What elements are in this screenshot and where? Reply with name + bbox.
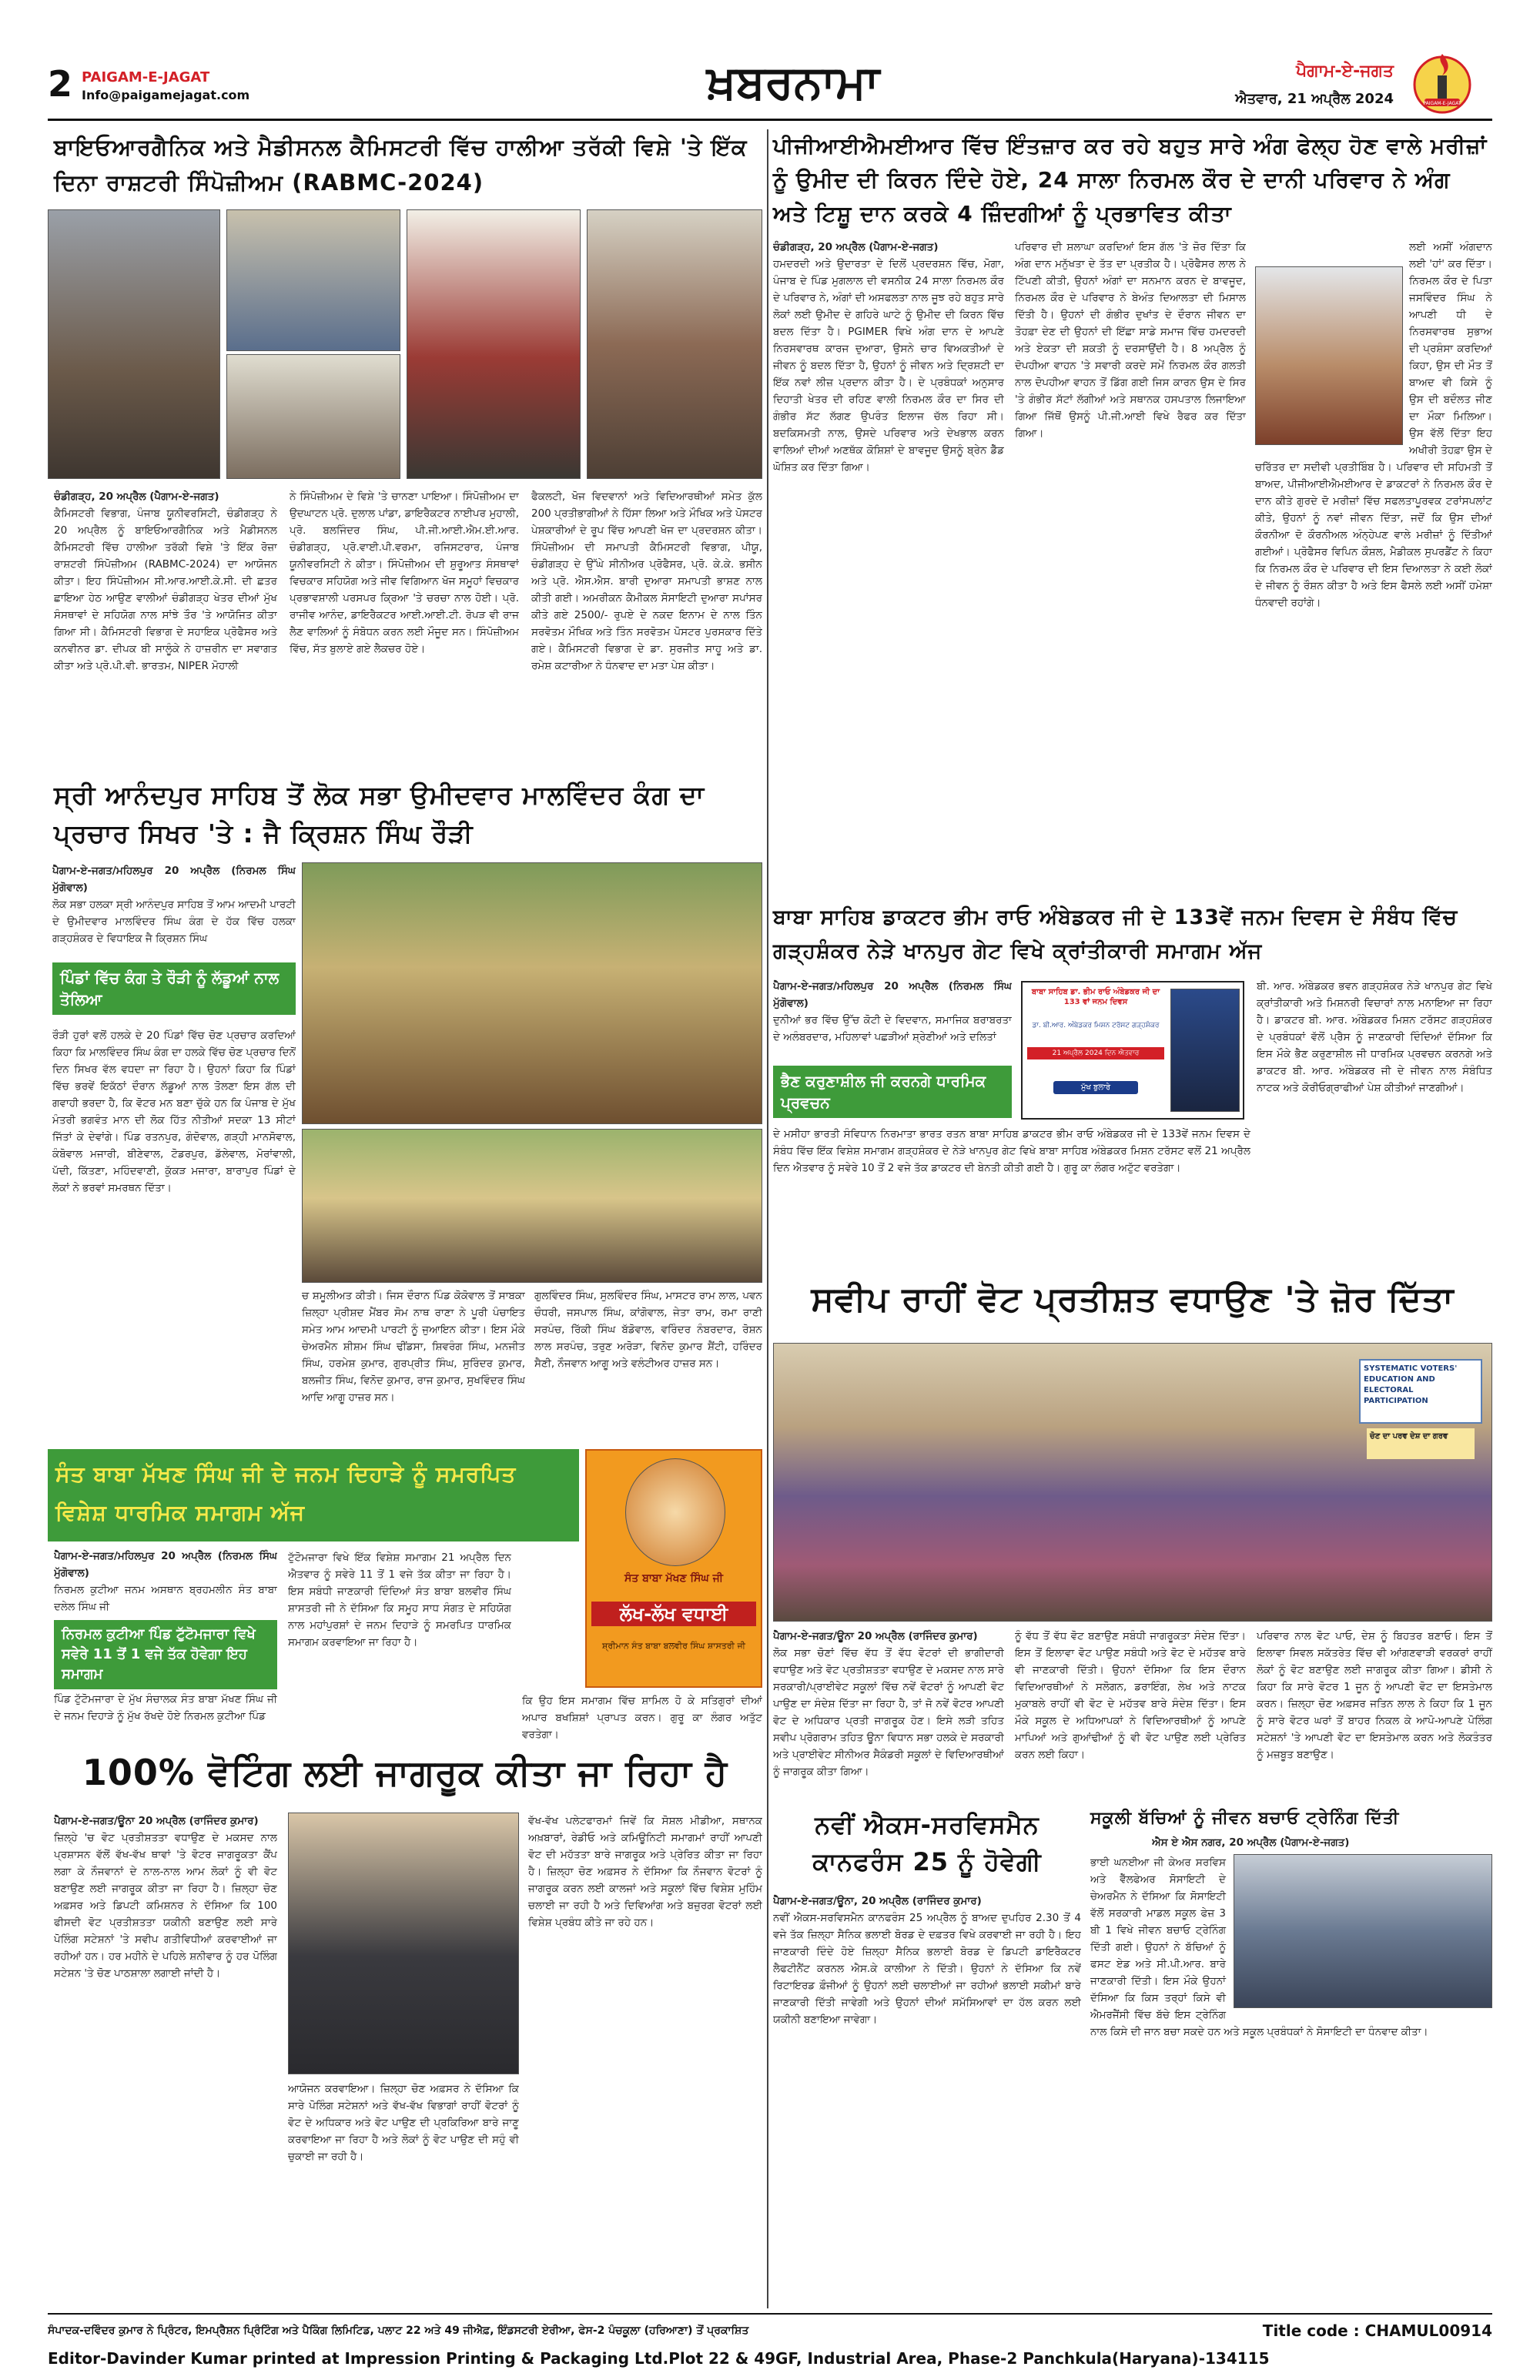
headline: ਸੰਤ ਬਾਬਾ ਮੱਖਣ ਸਿੰਘ ਜੀ ਦੇ ਜਨਮ ਦਿਹਾੜੇ ਨੂੰ ਸਮਰਪਿਤ ਵਿਸ਼ੇਸ਼ ਧਾਰਮਿਕ ਸਮਾਗਮ ਅੱਜ bbox=[55, 1461, 517, 1525]
headline: ਪੀਜੀਆਈਐਮਈਆਰ ਵਿੱਚ ਇੰਤਜ਼ਾਰ ਕਰ ਰਹੇ ਬਹੁਤ ਸਾਰੇ ਅੰਗ ਫੇਲ੍ਹ ਹੋਣ ਵਾਲੇ ਮਰੀਜ਼ਾਂ ਨੂੰ ਉਮੀਦ ਦੀ ਕਿਰਨ ਦਿੰਦੇ ਹੋਏ, 24 ਸਾਲਾ ਨਿਰਮਲ ਕੌਰ ਦੇ ਦਾਨੀ ਪਰਿਵਾਰ ਨੇ ਅੰਗ ਅਤੇ ਟਿਸ਼ੂ ਦਾਨ ਕਰਕੇ 4 ਜ਼ਿੰਦਗੀਆਂ ਨੂੰ ਪ੍ਰਭਾਵਿਤ ਕੀਤਾ bbox=[773, 133, 1488, 226]
story-body-col2: ਨੂੰ ਵੱਧ ਤੋਂ ਵੱਧ ਵੋਟ ਬਣਾਉਣ ਸਬੰਧੀ ਜਾਗਰੂਕਤਾ ਸੰਦੇਸ਼ ਦਿੱਤਾ। ਇਸ ਤੋਂ ਇਲਾਵਾ ਵੋਟ ਪਾਉਣ ਸਬੰਧੀ ਅਤੇ ਵੋਟ ਦੇ ਮਹੱਤਵ ਬਾਰੇ ਵੀ ਜਾਣਕਾਰੀ ਦਿੱਤੀ। ਉਹਨਾਂ ਦੱਸਿਆ ਕਿ ਇਸ ਦੌਰਾਨ ਵਿਦਿਆਰਥੀਆਂ ਨੇ ਸਲੋਗਨ, ਡਰਾਇੰਗ, ਲੇਖ ਅਤੇ ਨਾਟਕ ਮੁਕਾਬਲੇ ਰਾਹੀਂ ਵੀ ਵੋਟ ਦੇ ਮਹੱਤਵ ਬਾਰੇ ਸੰਦੇਸ਼ ਦਿੱਤਾ। ਇਸ ਮੌਕੇ ਸਕੂਲ ਦੇ ਅਧਿਆਪਕਾਂ ਨੇ ਵਿਦਿਆਰਥੀਆਂ ਨੂੰ ਆਪਣੇ ਮਾਪਿਆਂ ਅਤੇ ਗੁਆਂਢੀਆਂ ਨੂੰ ਵੀ ਵੋਟ ਪਾਉਣ ਲਈ ਪ੍ਰੇਰਿਤ ਕਰਨ ਲਈ ਕਿਹਾ। bbox=[1015, 1630, 1246, 1761]
email[interactable]: Info@paigamejagat.com bbox=[82, 88, 250, 102]
story-body-col3: ਗੁਲਵਿੰਦਰ ਸਿੰਘ, ਸੁਲਵਿੰਦਰ ਸਿੰਘ, ਮਾਸਟਰ ਰਾਮ ਲਾਲ, ਪਵਨ ਚੌਧਰੀ, ਜਸਪਾਲ ਸਿੰਘ, ਕਾਂਗੋਵਾਲ, ਜੇਤਾ ਰਾਮ, ਰਮਾ ਰਾਣੀ ਸਰਪੰਚ, ਰਿੱਕੀ ਸਿੰਘ ਬੱਡੋਵਾਲ, ਵਰਿੰਦਰ ਨੰਬਰਦਾਰ, ਰੋਸ਼ਨ ਲਾਲ ਸਰਪੰਚ, ਤਰੁਣ ਅਰੋੜਾ, ਵਿਨੋਦ ਕੁਮਾਰ ਸ਼ੈਂਟੀ, ਹਰਿੰਦਰ ਸੈਣੀ, ਨੌਜਵਾਨ ਆਗੂ ਅਤੇ ਵਲੰਟੀਅਰ ਹਾਜ਼ਰ ਸਨ। bbox=[534, 1290, 762, 1370]
story-lead: ਪੈਗਾਮ-ਏ-ਜਗਤ/ਮਹਿਲਪੁਰ 20 ਅਪ੍ਰੈਲ (ਨਿਰਮਲ ਸਿੰਘ ਮੁੱਗੋਵਾਲ) ਨਿਰਮਲ ਕੁਟੀਆ ਜਨਮ ਅਸਥਾਨ ਬ੍ਰਹਮਲੀਨ ਸੰਤ ਬਾਬਾ ਦਲੇਲ ਸਿੰਘ ਜੀ bbox=[54, 1550, 277, 1613]
story-lead: ਪੈਗਾਮ-ਏ-ਜਗਤ/ਮਹਿਲਪੁਰ 20 ਅਪ੍ਰੈਲ (ਨਿਰਮਲ ਸਿੰਘ ਮੁੱਗੋਵਾਲ) ਲੋਕ ਸਭਾ ਹਲਕਾ ਸ੍ਰੀ ਆਨੰਦਪੁਰ ਸਾਹਿਬ ਤੋਂ ਆਮ ਆਦਮੀ ਪਾਰਟੀ ਦੇ ਉਮੀਦਵਾਰ ਮਾਲਵਿੰਦਰ ਸਿੰਘ ਕੰਗ ਦੇ ਹੱਕ ਵਿੱਚ ਹਲਕਾ ਗੜ੍ਹਸ਼ੰਕਰ ਦੇ ਵਿਧਾਇਕ ਜੈ ਕ੍ਰਿਸ਼ਨ ਸਿੰਘ bbox=[52, 865, 296, 945]
story-body-col2: ਟੁੱਟੋਮਜਾਰਾ ਵਿਖੇ ਇੱਕ ਵਿਸ਼ੇਸ਼ ਸਮਾਗਮ 21 ਅਪ੍ਰੈਲ ਦਿਨ ਐਤਵਾਰ ਨੂੰ ਸਵੇਰੇ 11 ਤੋਂ 1 ਵਜੇ ਤੱਕ ਕੀਤਾ ਜਾ ਰਿਹਾ ਹੈ। ਇਸ ਸਬੰਧੀ ਜਾਣਕਾਰੀ ਦਿੰਦਿਆਂ ਸੰਤ ਬਾਬਾ ਬਲਵੀਰ ਸਿੰਘ ਸ਼ਾਸਤਰੀ ਜੀ ਨੇ ਦੱਸਿਆ ਕਿ ਸਮੂਹ ਸਾਧ ਸੰਗਤ ਦੇ ਸਹਿਯੋਗ ਨਾਲ ਮਹਾਂਪੁਰਸ਼ਾਂ ਦੇ ਜਨਮ ਦਿਹਾੜੇ ਨੂੰ ਸਮਰਪਿਤ ਧਾਰਮਿਕ ਸਮਾਗਮ ਕਰਵਾਇਆ ਜਾ ਰਿਹਾ ਹੈ। bbox=[288, 1552, 511, 1649]
story-body: ਭਾਈ ਘਨਈਆ ਜੀ ਕੇਅਰ ਸਰਵਿਸ ਅਤੇ ਵੈੱਲਫੇਅਰ ਸੋਸਾਇਟੀ ਦੇ ਚੇਅਰਮੈਨ ਨੇ ਦੱਸਿਆ ਕਿ ਸੋਸਾਇਟੀ ਵੱਲੋਂ ਸਰਕਾਰੀ ਮਾਡਲ ਸਕੂਲ ਫੇਜ਼ 3 ਬੀ 1 ਵਿਖੇ ਜੀਵਨ ਬਚਾਓ ਟ੍ਰੇਨਿੰਗ ਦਿੱਤੀ ਗਈ। ਉਹਨਾਂ ਨੇ ਬੱਚਿਆਂ ਨੂੰ ਫਸਟ ਏਡ ਅਤੇ ਸੀ.ਪੀ.ਆਰ. ਬਾਰੇ ਜਾਣਕਾਰੀ ਦਿੱਤੀ। ਇਸ ਮੌਕੇ ਉਹਨਾਂ ਦੱਸਿਆ ਕਿ ਕਿਸ ਤਰ੍ਹਾਂ ਕਿਸੇ ਵੀ ਐਮਰਜੈਂਸੀ ਵਿੱਚ ਬੱਚੇ ਇਸ ਟ੍ਰੇਨਿੰਗ ਨਾਲ ਕਿਸੇ ਦੀ ਜਾਨ ਬਚਾ ਸਕਦੇ ਹਨ ਅਤੇ ਸਕੂਲ ਪ੍ਰਬੰਧਕਾਂ ਨੇ ਸੋਸਾਇਟੀ ਦਾ ਧੰਨਵਾਦ ਕੀਤਾ। bbox=[1090, 1854, 1492, 2308]
headline: ਸ੍ਰੀ ਆਨੰਦਪੁਰ ਸਾਹਿਬ ਤੋਂ ਲੋਕ ਸਭਾ ਉਮੀਦਵਾਰ ਮਾਲਵਿੰਦਰ ਕੰਗ ਦਾ ਪ੍ਰਚਾਰ ਸਿਖਰ 'ਤੇ : ਜੈ ਕ੍ਰਿਸ਼ਨ ਸਿੰਘ ਰੌੜੀ bbox=[54, 780, 705, 849]
photo-students bbox=[773, 1343, 1492, 1622]
poster-badge: ਮੁੱਖ ਬੁਲਾਰੇ bbox=[1053, 1081, 1138, 1094]
story-ambedkar bbox=[773, 901, 1492, 1270]
imprint-punjabi: ਸੰਪਾਦਕ-ਦਵਿੰਦਰ ਕੁਮਾਰ ਨੇ ਪ੍ਰਿੰਟਰ, ਇਮਪ੍ਰੈਸ਼ਨ ਪ੍ਰਿੰਟਿੰਗ ਅਤੇ ਪੈਕਿੰਗ ਲਿਮਿਟਿਡ, ਪਲਾਟ 22 ਅਤੇ 49 ਜੀਐਫ਼, ਇੰਡਸਟਰੀ ਏਰੀਆ, ਫੇਸ-2 ਪੰਚਕੂਲਾ (ਹਰਿਆਣਾ) ਤੋਂ ਪ੍ਰਕਾਸ਼ਿਤ bbox=[48, 2325, 749, 2337]
headline: 100% ਵੋਟਿੰਗ ਲਈ ਜਾਗਰੂਕ ਕੀਤਾ ਜਾ ਰਿਹਾ ਹੈ bbox=[82, 1752, 728, 1793]
story-body-col1: ਚੰਡੀਗੜ੍ਹ, 20 ਅਪ੍ਰੈਲ (ਪੈਗਾਮ-ਏ-ਜਗਤ) ਕੈਮਿਸਟਰੀ ਵਿਭਾਗ, ਪੰਜਾਬ ਯੂਨੀਵਰਸਿਟੀ, ਚੰਡੀਗੜ੍ਹ ਨੇ 20 ਅਪ੍ਰੈਲ ਨੂੰ ਬਾਇਓਆਰਗੈਨਿਕ ਅਤੇ ਮੈਡੀਸਨਲ ਕੈਮਿਸਟਰੀ ਵਿੱਚ ਹਾਲੀਆ ਤਰੱਕੀ ਵਿਸ਼ੇ 'ਤੇ ਇੱਕ ਰੋਜ਼ਾ ਰਾਸ਼ਟਰੀ ਸਿੰਪੋਜ਼ੀਅਮ (RABMC-2024) ਦਾ ਆਯੋਜਨ ਕੀਤਾ। ਇਹ ਸਿੰਪੋਜ਼ੀਅਮ ਸੀ.ਆਰ.ਆਈ.ਕੇ.ਸੀ. ਦੀ ਛਤਰ ਛਾਇਆ ਹੇਠ ਆਉਣ ਵਾਲੀਆਂ ਚੰਡੀਗੜ੍ਹ ਖੇਤਰ ਦੀਆਂ ਮੁੱਖ ਸੰਸਥਾਵਾਂ ਦੇ ਸਹਿਯੋਗ ਨਾਲ ਸਾਂਝੇ ਤੌਰ 'ਤੇ ਆਯੋਜਿਤ ਕੀਤਾ ਗਿਆ ਸੀ। ਕੈਮਿਸਟਰੀ ਵਿਭਾਗ ਦੇ ਸਹਾਇਕ ਪ੍ਰੋਫੈਸਰ ਅਤੇ ਕਨਵੀਨਰ ਡਾ. ਦੀਪਕ ਬੀ ਸਾਲੂੰਕੇ ਨੇ ਹਾਜ਼ਰੀਨ ਦਾ ਸਵਾਗਤ ਕੀਤਾ ਅਤੇ ਪ੍ਰੋ.ਪੀ.ਵੀ. ਭਾਰਤਮ, NIPER ਮੋਹਾਲੀ bbox=[54, 490, 277, 672]
photo-dignitaries bbox=[407, 209, 581, 479]
story-sveep bbox=[773, 1277, 1492, 1800]
portrait-spacer bbox=[1255, 239, 1409, 451]
subheading: ਨਿਰਮਲ ਕੁਟੀਆ ਪਿੰਡ ਟੁੱਟੋਮਜਾਰਾ ਵਿਖੇ ਸਵੇਰੇ 11 ਤੋਂ 1 ਵਜੇ ਤੱਕ ਹੋਵੇਗਾ ਇਹ ਸਮਾਗਮ bbox=[54, 1620, 277, 1689]
story-lead: ਪੈਗਾਮ-ਏ-ਜਗਤ/ਮਹਿਲਪੁਰ 20 ਅਪ੍ਰੈਲ (ਨਿਰਮਲ ਸਿੰਘ ਮੁੱਗੋਵਾਲ) ਦੁਨੀਆਂ ਭਰ ਵਿੱਚ ਉੱਚ ਕੋਟੀ ਦੇ ਵਿਦਵਾਨ, ਸਮਾਜਿਕ ਬਰਾਬਰਤਾ ਦੇ ਅਲੰਬਰਦਾਰ, ਮਹਿਲਾਵਾਂ ਪਛੜੀਆਂ ਸ਼੍ਰੇਣੀਆਂ ਅਤੇ ਦਲਿਤਾਂ bbox=[773, 980, 1012, 1043]
photo-rally-bottom bbox=[302, 1129, 762, 1283]
brand-name: PAIGAM-E-JAGAT bbox=[82, 69, 210, 85]
story-body-col1: ਪੈਗਾਮ-ਏ-ਜਗਤ/ਊਨਾ 20 ਅਪ੍ਰੈਲ (ਰਾਜਿੰਦਰ ਕੁਮਾਰ) ਜ਼ਿਲ੍ਹੇ 'ਚ ਵੋਟ ਪ੍ਰਤੀਸ਼ਤਤਾ ਵਧਾਉਣ ਦੇ ਮਕਸਦ ਨਾਲ ਪ੍ਰਸ਼ਾਸਨ ਵੱਲੋਂ ਵੱਖ-ਵੱਖ ਥਾਵਾਂ 'ਤੇ ਵੋਟਰ ਜਾਗਰੂਕਤਾ ਕੈਂਪ ਲਗਾ ਕੇ ਨੌਜਵਾਨਾਂ ਦੇ ਨਾਲ-ਨਾਲ ਆਮ ਲੋਕਾਂ ਨੂੰ ਵੀ ਵੋਟ ਬਣਾਉਣ ਲਈ ਜਾਗਰੂਕ ਕੀਤਾ ਜਾ ਰਿਹਾ ਹੈ। ਜ਼ਿਲ੍ਹਾ ਚੋਣ ਅਫ਼ਸਰ ਅਤੇ ਡਿਪਟੀ ਕਮਿਸ਼ਨਰ ਨੇ ਦੱਸਿਆ ਕਿ 100 ਫੀਸਦੀ ਵੋਟ ਪ੍ਰਤੀਸ਼ਤਤਾ ਯਕੀਨੀ ਬਣਾਉਣ ਲਈ ਸਾਰੇ ਪੋਲਿੰਗ ਸਟੇਸ਼ਨਾਂ 'ਤੇ ਸਵੀਪ ਗਤੀਵਿਧੀਆਂ ਕਰਵਾਈਆਂ ਜਾ ਰਹੀਆਂ ਹਨ। ਹਰ ਮਹੀਨੇ ਦੇ ਪਹਿਲੇ ਸ਼ਨੀਵਾਰ ਨੂੰ ਹਰ ਪੋਲਿੰਗ ਸਟੇਸ਼ਨ 'ਤੇ ਚੋਣ ਪਾਠਸ਼ਾਲਾ ਲਗਾਈ ਜਾਂਦੀ ਹੈ। bbox=[54, 1815, 277, 1980]
ad-from: ਸ਼੍ਰੀਮਾਨ ਸੰਤ ਬਾਬਾ ਬਲਵੀਰ ਸਿੰਘ ਸ਼ਾਸਤਰੀ ਜੀ bbox=[602, 1641, 745, 1651]
footer-rule bbox=[48, 2313, 1492, 2315]
headline: ਸਕੂਲੀ ਬੱਚਿਆਂ ਨੂੰ ਜੀਵਨ ਬਚਾਓ ਟ੍ਰੇਨਿੰਗ ਦਿੱਤੀ bbox=[1090, 1809, 1400, 1828]
poster-date: 21 ਅਪ੍ਰੈਲ 2024 ਦਿਨ ਐਤਵਾਰ bbox=[1027, 1047, 1164, 1059]
imprint-english: Editor-Davinder Kumar printed at Impression Printing & Packaging Ltd.Plot 22 & 49GF, Industrial Area, Phase-2 Panchkula(Haryana)-134115 bbox=[48, 2349, 1270, 2368]
poster-title: ਬਾਬਾ ਸਾਹਿਬ ਡਾ. ਭੀਮ ਰਾਓ ਅੰਬੇਡਕਰ ਜੀ ਦਾ 133 ਵਾਂ ਜਨਮ ਦਿਵਸ bbox=[1031, 988, 1160, 1006]
story-body-col3: ਪਰਿਵਾਰ ਨਾਲ ਵੋਟ ਪਾਓ, ਦੇਸ਼ ਨੂੰ ਬਿਹਤਰ ਬਣਾਓ। ਇਸ ਤੋਂ ਇਲਾਵਾ ਸਿਵਲ ਸਕੱਤਰੇਤ ਵਿੱਚ ਵੀ ਆਂਗਣਵਾੜੀ ਵਰਕਰਾਂ ਰਾਹੀਂ ਲੋਕਾਂ ਨੂੰ ਵੋਟ ਬਣਾਉਣ ਲਈ ਜਾਗਰੂਕ ਕੀਤਾ ਗਿਆ। ਡੀਸੀ ਨੇ ਕਿਹਾ ਕਿ ਸਾਰੇ ਵੋਟਰ 1 ਜੂਨ ਨੂੰ ਆਪਣੀ ਵੋਟ ਦਾ ਇਸਤੇਮਾਲ ਕਰਨ। ਜ਼ਿਲ੍ਹਾ ਚੋਣ ਅਫ਼ਸਰ ਜਤਿਨ ਲਾਲ ਨੇ ਕਿਹਾ ਕਿ 1 ਜੂਨ ਨੂੰ ਸਾਰੇ ਵੋਟਰ ਘਰਾਂ ਤੋਂ ਬਾਹਰ ਨਿਕਲ ਕੇ ਆਪੋ-ਆਪਣੇ ਪੋਲਿੰਗ ਸਟੇਸ਼ਨਾਂ 'ਤੇ ਆਪਣੀ ਵੋਟ ਦਾ ਇਸਤੇਮਾਲ ਕਰਨ ਅਤੇ ਲੋਕਤੰਤਰ ਨੂੰ ਮਜ਼ਬੂਤ ਬਣਾਉਣ। bbox=[1257, 1630, 1492, 1761]
photo-rally-top bbox=[302, 862, 762, 1124]
story-organ-donation bbox=[773, 129, 1492, 899]
column-divider bbox=[767, 129, 768, 2308]
poster-subtitle: ਡਾ. ਬੀ.ਆਰ. ਅੰਬੇਡਕਰ ਮਿਸ਼ਨ ਟਰੱਸਟ ਗੜ੍ਹਸ਼ੰਕਰ bbox=[1032, 1022, 1160, 1029]
story-life-saving bbox=[1090, 1806, 1492, 2308]
brand-punjabi: ਪੈਗਾਮ-ਏ-ਜਗਤ bbox=[1296, 62, 1394, 81]
title-code: Title code : CHAMUL00914 bbox=[1262, 2321, 1492, 2340]
photo-participants bbox=[587, 209, 762, 479]
story-body-col2: ਚ ਸ਼ਮੂਲੀਅਤ ਕੀਤੀ। ਜਿਸ ਦੌਰਾਨ ਪਿੰਡ ਕੋਕੋਵਾਲ ਤੋਂ ਸਾਬਕਾ ਜ਼ਿਲ੍ਹਾ ਪ੍ਰੀਸ਼ਦ ਮੈਂਬਰ ਸੋਮ ਨਾਥ ਰਾਣਾ ਨੇ ਪੂਰੀ ਪੰਚਾਇਤ ਸਮੇਤ ਆਮ ਆਦਮੀ ਪਾਰਟੀ ਨੂੰ ਜੁਆਇਨ ਕੀਤਾ। ਇਸ ਮੌਕੇ ਚੇਅਰਮੈਨ ਸ਼ੀਸ਼ਮ ਸਿੰਘ ਢੀਂਡਸਾ, ਸ਼ਿਵਰੰਗ ਸਿੰਘ, ਮਨਜੀਤ ਸਿੰਘ, ਹਰਮੇਸ਼ ਕੁਮਾਰ, ਗੁਰਪ੍ਰੀਤ ਸਿੰਘ, ਸੁਰਿੰਦਰ ਕੁਮਾਰ, ਬਲਜੀਤ ਸਿੰਘ, ਵਿਨੋਦ ਕੁਮਾਰ, ਰਾਜ ਕੁਮਾਰ, ਸੁਖਵਿੰਦਰ ਸਿੰਘ ਆਦਿ ਆਗੂ ਹਾਜ਼ਰ ਸਨ। bbox=[302, 1290, 525, 1404]
headline: ਸਵੀਪ ਰਾਹੀਂ ਵੋਟ ਪ੍ਰਤੀਸ਼ਤ ਵਧਾਉਣ 'ਤੇ ਜ਼ੋਰ ਦਿੱਤਾ bbox=[811, 1280, 1455, 1319]
ad-greeting: ਲੱਖ-ਲੱਖ ਵਧਾਈ bbox=[591, 1602, 756, 1626]
photo-banner: SYSTEMATIC VOTERS' EDUCATION AND ELECTORAL PARTICIPATION bbox=[1359, 1359, 1482, 1424]
poster-portrait bbox=[1170, 989, 1240, 1112]
masthead bbox=[0, 0, 1540, 123]
masthead-rule bbox=[48, 119, 1492, 121]
story-ex-servicemen bbox=[773, 1806, 1081, 2308]
photo-spacer bbox=[1226, 1854, 1492, 2013]
story-body-col1: ਰੌੜੀ ਹੁਰਾਂ ਵਲੋਂ ਹਲਕੇ ਦੇ 20 ਪਿੰਡਾਂ ਵਿੱਚ ਚੋਣ ਪ੍ਰਚਾਰ ਕਰਦਿਆਂ ਕਿਹਾ ਕਿ ਮਾਲਵਿੰਦਰ ਸਿੰਘ ਕੰਗ ਦਾ ਹਲਕੇ ਵਿੱਚ ਚੋਣ ਪ੍ਰਚਾਰ ਦਿਨੋਂ ਦਿਨ ਸਿਖਰ ਵੱਲ ਵਧਦਾ ਜਾ ਰਿਹਾ ਹੈ। ਉਹਨਾਂ ਕਿਹਾ ਕਿ ਪਿੰਡਾਂ ਵਿੱਚ ਭਰਵੇਂ ਇਕੱਠਾਂ ਦੌਰਾਨ ਲੱਡੂਆਂ ਨਾਲ ਤੋਲਣਾ ਇਸ ਗੱਲ ਦੀ ਗਵਾਹੀ ਭਰਦਾ ਹੈ, ਕਿ ਵੋਟਰ ਮਨ ਬਣਾ ਚੁੱਕੇ ਹਨ ਕਿ ਪੰਜਾਬ ਦੇ ਮੁੱਖ ਮੰਤਰੀ ਭਗਵੰਤ ਮਾਨ ਦੀ ਲੋਕ ਹਿੱਤ ਨੀਤੀਆਂ ਸਦਕਾ 13 ਸੀਟਾਂ ਜਿੱਤਾਂ ਕੇ ਦੇਵਾਂਗੇ। ਪਿੰਡ ਰਤਨਪੁਰ, ਗੰਦੋਵਾਲ, ਗੜ੍ਹੀ ਮਾਨਸੋਵਾਲ, ਕੰਬੋਵਾਲ ਮਜਾਰੀ, ਬੀਣੇਵਾਲ, ਟੋਡਰਪੁਰ, ਡੱਲੇਵਾਲ, ਮੋਰਾਂਵਾਲੀ, ਪੱਦੀ, ਕਿੱਤਣਾ, ਮਹਿੰਦਵਾਣੀ, ਕੁੱਕੜ ਮਜਾਰਾ, ਬਾਰਾਪੁਰ ਪਿੰਡਾਂ ਦੇ ਲੋਕਾਂ ਨੇ ਭਰਵਾਂ ਸਮਰਥਨ ਦਿੱਤਾ। bbox=[52, 1029, 296, 1194]
event-poster bbox=[1021, 981, 1244, 1120]
subheading: ਪਿੰਡਾਂ ਵਿੱਚ ਕੰਗ ਤੇ ਰੌੜੀ ਨੂੰ ਲੱਡੂਆਂ ਨਾਲ ਤੋਲਿਆ bbox=[52, 962, 296, 1015]
headline: ਬਾਇਓਆਰਗੈਨਿਕ ਅਤੇ ਮੈਡੀਸਨਲ ਕੈਮਿਸਟਰੀ ਵਿੱਚ ਹਾਲੀਆ ਤਰੱਕੀ ਵਿਸ਼ੇ 'ਤੇ ਇੱਕ ਦਿਨਾ ਰਾਸ਼ਟਰੀ ਸਿੰਪੋਜ਼ੀਅਮ (RABMC-2024) bbox=[54, 134, 748, 196]
photo-stage bbox=[226, 209, 400, 351]
story-body-col1: ਪੈਗਾਮ-ਏ-ਜਗਤ/ਊਨਾ 20 ਅਪ੍ਰੈਲ (ਰਾਜਿੰਦਰ ਕੁਮਾਰ) ਲੋਕ ਸਭਾ ਚੋਣਾਂ ਵਿੱਚ ਵੱਧ ਤੋਂ ਵੱਧ ਵੋਟਰਾਂ ਦੀ ਭਾਗੀਦਾਰੀ ਵਧਾਉਣ ਅਤੇ ਵੋਟ ਪ੍ਰਤੀਸ਼ਤਤਾ ਵਧਾਉਣ ਦੇ ਮਕਸਦ ਨਾਲ ਸਾਰੇ ਸਰਕਾਰੀ/ਪ੍ਰਾਈਵੇਟ ਸਕੂਲਾਂ ਵਿੱਚ ਨਵੇਂ ਵੋਟਰਾਂ ਨੂੰ ਆਪਣੀ ਵੋਟ ਪਾਉਣ ਦਾ ਸੰਦੇਸ਼ ਦਿੱਤਾ ਜਾ ਰਿਹਾ ਹੈ, ਤਾਂ ਜੋ ਨਵੇਂ ਵੋਟਰ ਆਪਣੀ ਵੋਟ ਦੇ ਅਧਿਕਾਰ ਪ੍ਰਤੀ ਜਾਗਰੂਕ ਹੋਣ। ਇਸੇ ਲੜੀ ਤਹਿਤ ਸਵੀਪ ਪ੍ਰੋਗਰਾਮ ਤਹਿਤ ਊਨਾ ਵਿਧਾਨ ਸਭਾ ਹਲਕੇ ਦੇ ਸਰਕਾਰੀ ਅਤੇ ਪ੍ਰਾਈਵੇਟ ਸੀਨੀਅਰ ਸੈਕੰਡਰੀ ਸਕੂਲਾਂ ਦੇ ਵਿਦਿਆਰਥੀਆਂ ਨੂੰ ਜਾਗਰੂਕ ਕੀਤਾ ਗਿਆ। bbox=[773, 1630, 1004, 1778]
story-body: ਪੈਗਾਮ-ਏ-ਜਗਤ/ਊਨਾ, 20 ਅਪ੍ਰੈਲ (ਰਾਜਿੰਦਰ ਕੁਮਾਰ) ਨਵੀਂ ਐਕਸ-ਸਰਵਿਸਮੈਨ ਕਾਨਫਰੰਸ 25 ਅਪ੍ਰੈਲ ਨੂੰ ਬਾਅਦ ਦੁਪਹਿਰ 2.30 ਤੋਂ 4 ਵਜੇ ਤੱਕ ਜ਼ਿਲ੍ਹਾ ਸੈਨਿਕ ਭਲਾਈ ਬੋਰਡ ਦੇ ਦਫ਼ਤਰ ਵਿਖੇ ਕਰਵਾਈ ਜਾ ਰਹੀ ਹੈ। ਇਹ ਜਾਣਕਾਰੀ ਦਿੰਦੇ ਹੋਏ ਜ਼ਿਲ੍ਹਾ ਸੈਨਿਕ ਭਲਾਈ ਬੋਰਡ ਦੇ ਡਿਪਟੀ ਡਾਇਰੈਕਟਰ ਲੈਫਟੀਨੈਂਟ ਕਰਨਲ ਐਸ.ਕੇ ਕਾਲੀਆ ਨੇ ਦਿੱਤੀ। ਉਹਨਾਂ ਨੇ ਦੱਸਿਆ ਕਿ ਨਵੇਂ ਰਿਟਾਇਰਡ ਫ਼ੌਜੀਆਂ ਨੂੰ ਉਹਨਾਂ ਲਈ ਚਲਾਈਆਂ ਜਾ ਰਹੀਆਂ ਭਲਾਈ ਸਕੀਮਾਂ ਬਾਰੇ ਜਾਣਕਾਰੀ ਦਿੱਤੀ ਜਾਵੇਗੀ ਅਤੇ ਉਹਨਾਂ ਦੀਆਂ ਸਮੱਸਿਆਵਾਂ ਦਾ ਹੱਲ ਕਰਨ ਲਈ ਯਕੀਨੀ ਬਣਾਇਆ ਜਾਵੇਗਾ। bbox=[773, 1895, 1081, 2026]
torch-icon bbox=[1409, 48, 1475, 114]
story-body-col3: ਆਯੋਜਨ ਕਰਵਾਇਆ। ਜ਼ਿਲ੍ਹਾ ਚੋਣ ਅਫ਼ਸਰ ਨੇ ਦੱਸਿਆ ਕਿ ਸਾਰੇ ਪੋਲਿੰਗ ਸਟੇਸ਼ਨਾਂ ਅਤੇ ਵੱਖ-ਵੱਖ ਵਿਭਾਗਾਂ ਰਾਹੀਂ ਵੋਟਰਾਂ ਨੂੰ ਵੋਟ ਦੇ ਅਧਿਕਾਰ ਅਤੇ ਵੋਟ ਪਾਉਣ ਦੀ ਪ੍ਰਕਿਰਿਆ ਬਾਰੇ ਜਾਣੂ ਕਰਵਾਇਆ ਜਾ ਰਿਹਾ ਹੈ ਅਤੇ ਲੋਕਾਂ ਨੂੰ ਵੋਟ ਪਾਉਣ ਦੀ ਸਹੁੰ ਵੀ ਚੁਕਾਈ ਜਾ ਰਹੀ ਹੈ। bbox=[288, 2083, 519, 2163]
ad-portrait bbox=[625, 1458, 725, 1566]
story-body-col3: ਫੈਕਲਟੀ, ਖੋਜ ਵਿਦਵਾਨਾਂ ਅਤੇ ਵਿਦਿਆਰਥੀਆਂ ਸਮੇਤ ਕੁੱਲ 200 ਪ੍ਰਤੀਭਾਗੀਆਂ ਨੇ ਹਿੱਸਾ ਲਿਆ ਅਤੇ ਮੌਖਿਕ ਅਤੇ ਪੋਸਟਰ ਪੇਸ਼ਕਾਰੀਆਂ ਦੇ ਰੂਪ ਵਿੱਚ ਆਪਣੀ ਖੋਜ ਦਾ ਪ੍ਰਦਰਸ਼ਨ ਕੀਤਾ। ਸਿੰਪੋਜ਼ੀਅਮ ਦੀ ਸਮਾਪਤੀ ਕੈਮਿਸਟਰੀ ਵਿਭਾਗ, ਪੀਯੂ, ਚੰਡੀਗੜ੍ਹ ਦੇ ਉੱਘੇ ਸੀਨੀਅਰ ਪ੍ਰੋਫੈਸਰ, ਪ੍ਰੋ. ਕੇ.ਕੇ. ਭਸੀਨ ਅਤੇ ਪ੍ਰੋ. ਐਸ.ਐਸ. ਬਾਰੀ ਦੁਆਰਾ ਸਮਾਪਤੀ ਭਾਸ਼ਣ ਨਾਲ ਕੀਤੀ ਗਈ। ਅਮਰੀਕਨ ਕੈਮੀਕਲ ਸੋਸਾਇਟੀ ਦੁਆਰਾ ਸਪਾਂਸਰ ਕੀਤੇ ਗਏ 2500/- ਰੁਪਏ ਦੇ ਨਕਦ ਇਨਾਮ ਦੇ ਨਾਲ ਤਿੰਨ ਸਰਵੋਤਮ ਮੌਖਿਕ ਅਤੇ ਤਿੰਨ ਸਰਵੋਤਮ ਪੋਸਟਰ ਪੁਰਸਕਾਰ ਦਿੱਤੇ ਗਏ। ਕੈਮਿਸਟਰੀ ਵਿਭਾਗ ਦੇ ਡਾ. ਸੁਰਜੀਤ ਸਾਹੂ ਅਤੇ ਡਾ. ਰਮੇਸ਼ ਕਟਾਰੀਆ ਨੇ ਧੰਨਵਾਦ ਦਾ ਮਤਾ ਪੇਸ਼ ਕੀਤਾ। bbox=[531, 490, 762, 672]
story-body-col2: ਨੇ ਸਿੰਪੋਜ਼ੀਅਮ ਦੇ ਵਿਸ਼ੇ 'ਤੇ ਚਾਨਣਾ ਪਾਇਆ। ਸਿੰਪੋਜ਼ੀਅਮ ਦਾ ਉਦਘਾਟਨ ਪ੍ਰੋ. ਦੁਲਾਲ ਪਾਂਡਾ, ਡਾਇਰੈਕਟਰ ਨਾਈਪਰ ਮੁਹਾਲੀ, ਪ੍ਰੋ. ਬਲਜਿੰਦਰ ਸਿੰਘ, ਪੀ.ਜੀ.ਆਈ.ਐਮ.ਈ.ਆਰ. ਚੰਡੀਗੜ੍ਹ, ਪ੍ਰੋ.ਵਾਈ.ਪੀ.ਵਰਮਾ, ਰਜਿਸਟਰਾਰ, ਪੰਜਾਬ ਯੂਨੀਵਰਸਿਟੀ ਨੇ ਕੀਤਾ। ਸਿੰਪੋਜ਼ੀਅਮ ਦੀ ਸ਼ੁਰੂਆਤ ਸੰਸਥਾਵਾਂ ਵਿਚਕਾਰ ਸਹਿਯੋਗ ਅਤੇ ਜੀਵ ਵਿਗਿਆਨ ਖੋਜ ਸਮੂਹਾਂ ਵਿਚਕਾਰ ਪ੍ਰਭਾਵਸ਼ਾਲੀ ਪਰਸਪਰ ਕ੍ਰਿਆ 'ਤੇ ਚਰਚਾ ਨਾਲ ਹੋਈ। ਪ੍ਰੋ. ਰਾਜੀਵ ਆਨੰਦ, ਡਾਇਰੈਕਟਰ ਆਈ.ਆਈ.ਟੀ. ਰੋਪੜ ਵੀ ਰਾਜ ਲੈਣ ਵਾਲਿਆਂ ਨੂੰ ਸੰਬੋਧਨ ਕਰਨ ਲਈ ਮੌਜੂਦ ਸਨ। ਸਿੰਪੋਜ਼ੀਅਮ ਵਿੱਚ, ਸੱਤ ਬੁਲਾਏ ਗਏ ਲੈਕਚਰ ਹੋਏ। bbox=[290, 490, 519, 655]
photo-podium bbox=[226, 354, 400, 479]
story-body-col2: ਬੀ. ਆਰ. ਅੰਬੇਡਕਰ ਭਵਨ ਗੜ੍ਹਸ਼ੰਕਰ ਨੇੜੇ ਖਾਨਪੁਰ ਗੇਟ ਵਿਖੇ ਕ੍ਰਾਂਤੀਕਾਰੀ ਅਤੇ ਮਿਸ਼ਨਰੀ ਵਿਚਾਰਾਂ ਨਾਲ ਮਨਾਇਆ ਜਾ ਰਿਹਾ ਹੈ। ਡਾਕਟਰ ਬੀ. ਆਰ. ਅੰਬੇਡਕਰ ਮਿਸ਼ਨ ਟਰੱਸਟ ਗੜ੍ਹਸ਼ੰਕਰ ਦੇ ਪ੍ਰਬੰਧਕਾਂ ਵੱਲੋਂ ਪ੍ਰੈਸ ਨੂੰ ਜਾਣਕਾਰੀ ਦਿੰਦਿਆਂ ਦੱਸਿਆ ਕਿ ਇਸ ਮੌਕੇ ਭੈਣ ਕਰੁਣਾਸ਼ੀਲ ਜੀ ਧਾਰਮਿਕ ਪ੍ਰਵਚਨ ਕਰਨਗੇ ਅਤੇ ਡਾਕਟਰ ਬੀ. ਆਰ. ਅੰਬੇਡਕਰ ਜੀ ਦੇ ਜੀਵਨ ਨਾਲ ਸੰਬੰਧਿਤ ਨਾਟਕ ਅਤੇ ਕੋਰੀਓਗ੍ਰਾਫੀਆਂ ਪੇਸ਼ ਕੀਤੀਆਂ ਜਾਣਗੀਆਂ। bbox=[1257, 980, 1492, 1094]
story-body-col1: ਪਿੰਡ ਟੁੱਟੋਮਜਾਰਾ ਦੇ ਮੁੱਖ ਸੰਚਾਲਕ ਸੰਤ ਬਾਬਾ ਮੱਖਣ ਸਿੰਘ ਜੀ ਦੇ ਜਨਮ ਦਿਹਾੜੇ ਨੂੰ ਮੁੱਖ ਰੱਖਦੇ ਹੋਏ ਨਿਰਮਲ ਕੁਟੀਆ ਪਿੰਡ bbox=[54, 1693, 277, 1722]
photo-sign: ਚੋਣ ਦਾ ਪਰਵ ਦੇਸ਼ ਦਾ ਗਰਵ bbox=[1367, 1428, 1475, 1459]
headline: ਨਵੀਂ ਐਕਸ-ਸਰਵਿਸਮੈਨ ਕਾਨਫਰੰਸ 25 ਨੂੰ ਹੋਵੇਗੀ bbox=[812, 1810, 1042, 1876]
story-body-col2: ਪਰਿਵਾਰ ਦੀ ਸ਼ਲਾਘਾ ਕਰਦਿਆਂ ਇਸ ਗੱਲ 'ਤੇ ਜ਼ੋਰ ਦਿੱਤਾ ਕਿ ਅੰਗ ਦਾਨ ਮਨੁੱਖਤਾ ਦੇ ਤੱਤ ਦਾ ਪ੍ਰਤੀਕ ਹੈ। ਪ੍ਰੋਫੈਸਰ ਲਾਲ ਨੇ ਟਿੱਪਣੀ ਕੀਤੀ, ਉਹਨਾਂ ਅੰਗਾਂ ਦਾ ਸਨਮਾਨ ਕਰਨ ਦੇ ਬਾਵਜੂਦ, ਨਿਰਮਲ ਕੌਰ ਦੇ ਪਰਿਵਾਰ ਨੇ ਬੇਅੰਤ ਦਿਆਲਤਾ ਦੀ ਮਿਸਾਲ ਦਿੱਤੀ ਹੈ। ਉਹਨਾਂ ਦੀ ਗੰਭੀਰ ਦੁਖਾਂਤ ਦੇ ਦੌਰਾਨ ਜੀਵਨ ਦਾ ਤੋਹਫ਼ਾ ਦੇਣ ਦੀ ਉਹਨਾਂ ਦੀ ਇੱਛਾ ਸਾਡੇ ਸਮਾਜ ਵਿੱਚ ਹਮਦਰਦੀ ਅਤੇ ਏਕਤਾ ਦੀ ਸ਼ਕਤੀ ਨੂੰ ਦਰਸਾਉਂਦੀ ਹੈ। 8 ਅਪ੍ਰੈਲ ਨੂੰ ਦੋਪਹੀਆ ਵਾਹਨ 'ਤੇ ਸਵਾਰੀ ਕਰਦੇ ਸਮੇਂ ਨਿਰਮਲ ਕੌਰ ਗਲਤੀ ਨਾਲ ਦੋਪਹੀਆ ਵਾਹਨ ਤੋਂ ਡਿੱਗ ਗਈ ਜਿਸ ਕਾਰਨ ਉਸ ਦੇ ਸਿਰ 'ਤੇ ਗੰਭੀਰ ਸੱਟਾਂ ਲੱਗੀਆਂ ਅਤੇ ਸਥਾਨਕ ਹਸਪਤਾਲ ਲਿਜਾਇਆ ਗਿਆ ਜਿੱਥੋਂ ਉਸਨੂੰ ਪੀ.ਜੀ.ਆਈ ਵਿਖੇ ਰੈਫਰ ਕਰ ਦਿੱਤਾ ਗਿਆ। bbox=[1015, 241, 1246, 440]
headline-box bbox=[48, 1449, 579, 1541]
section-title: ਖ਼ਬਰਨਾਮਾ bbox=[706, 55, 880, 109]
svg-text:PAIGAM-E-JAGAT: PAIGAM-E-JAGAT bbox=[1423, 101, 1461, 106]
story-body-col1: ਦੇ ਮਸੀਹਾ ਭਾਰਤੀ ਸੰਵਿਧਾਨ ਨਿਰਮਾਤਾ ਭਾਰਤ ਰਤਨ ਬਾਬਾ ਸਾਹਿਬ ਡਾਕਟਰ ਭੀਮ ਰਾਓ ਅੰਬੇਡਕਰ ਜੀ ਦੇ 133ਵੇਂ ਜਨਮ ਦਿਵਸ ਦੇ ਸੰਬੰਧ ਵਿੱਚ ਇੱਕ ਵਿਸ਼ੇਸ਼ ਸਮਾਗਮ ਗੜ੍ਹਸ਼ੰਕਰ ਦੇ ਨੇੜੇ ਖਾਨਪੁਰ ਗੇਟ ਵਿਖੇ ਬਾਬਾ ਸਾਹਿਬ ਅੰਬੇਡਕਰ ਮਿਸ਼ਨ ਟਰੱਸਟ ਵਲੋਂ 21 ਅਪ੍ਰੈਲ ਦਿਨ ਐਤਵਾਰ ਨੂੰ ਸਵੇਰੇ 10 ਤੋਂ 2 ਵਜੇ ਤੱਕ ਡਾਕਟਰ ਦੀ ਬੇਨਤੀ ਕੀਤੀ ਗਈ ਹੈ। ਗੁਰੂ ਕਾ ਲੰਗਰ ਅਟੁੱਟ ਵਰਤੇਗਾ। bbox=[773, 1128, 1250, 1174]
story-campaign bbox=[48, 776, 762, 1446]
imprint-footer bbox=[48, 2313, 1492, 2375]
story-body-col3: ਲਈ ਅਸੀਂ ਅੰਗਦਾਨ ਲਈ 'ਹਾਂ' ਕਰ ਦਿੱਤਾ। ਨਿਰਮਲ ਕੌਰ ਦੇ ਪਿਤਾ ਜਸਵਿੰਦਰ ਸਿੰਘ ਨੇ ਆਪਣੀ ਧੀ ਦੇ ਨਿਰਸਵਾਰਥ ਸੁਭਾਅ ਦੀ ਪ੍ਰਸ਼ੰਸਾ ਕਰਦਿਆਂ ਕਿਹਾ, ਉਸ ਦੀ ਮੌਤ ਤੋਂ ਬਾਅਦ ਵੀ ਕਿਸੇ ਨੂੰ ਉਸ ਦੀ ਬਦੌਲਤ ਜੀਣ ਦਾ ਮੌਕਾ ਮਿਲਿਆ। ਉਸ ਵੱਲੋਂ ਦਿੱਤਾ ਇਹ ਅਖੀਰੀ ਤੋਹਫ਼ਾ ਉਸ ਦੇ ਚਰਿੱਤਰ ਦਾ ਸਦੀਵੀ ਪ੍ਰਤੀਬਿੰਬ ਹੈ। ਪਰਿਵਾਰ ਦੀ ਸਹਿਮਤੀ ਤੋਂ ਬਾਅਦ, ਪੀਜੀਆਈਐਮਈਆਰ ਦੇ ਡਾਕਟਰਾਂ ਨੇ ਨਿਰਮਲ ਕੌਰ ਦੇ ਦਾਨ ਕੀਤੇ ਗੁਰਦੇ ਦੋ ਮਰੀਜ਼ਾਂ ਵਿੱਚ ਸਫਲਤਾਪੂਰਵਕ ਟਰਾਂਸਪਲਾਂਟ ਕੀਤੇ, ਉਹਨਾਂ ਨੂੰ ਨਵਾਂ ਜੀਵਨ ਦਿੱਤਾ, ਜਦੋਂ ਕਿ ਉਸ ਦੀਆਂ ਕੌਰਨੀਆ ਦੋ ਕੌਰਨੀਅਲ ਅੰਨ੍ਹੇਪਣ ਵਾਲੇ ਮਰੀਜ਼ਾਂ ਨੂੰ ਦਿੱਤੀਆਂ ਗਈਆਂ। ਪ੍ਰੋਫੈਸਰ ਵਿਪਿਨ ਕੌਸ਼ਲ, ਮੈਡੀਕਲ ਸੁਪਰਡੈਂਟ ਨੇ ਕਿਹਾ ਕਿ ਨਿਰਮਲ ਕੌਰ ਦੇ ਪਰਿਵਾਰ ਦੀ ਇਸ ਦਿਆਲਤਾ ਨੇ ਕਈ ਲੋਕਾਂ ਦੇ ਜੀਵਨ ਨੂੰ ਰੌਸ਼ਨ ਕੀਤਾ ਹੈ ਅਤੇ ਇਸ ਫੈਸਲੇ ਲਈ ਅਸੀਂ ਹਮੇਸ਼ਾ ਧੰਨਵਾਦੀ ਰਹਾਂਗੇ। bbox=[1255, 239, 1492, 901]
story-body-col2: ਵੱਖ-ਵੱਖ ਪਲੇਟਫਾਰਮਾਂ ਜਿਵੇਂ ਕਿ ਸੋਸ਼ਲ ਮੀਡੀਆ, ਸਥਾਨਕ ਅਖ਼ਬਾਰਾਂ, ਰੇਡੀਓ ਅਤੇ ਕਮਿਊਨਿਟੀ ਸਮਾਗਮਾਂ ਰਾਹੀਂ ਆਪਣੀ ਵੋਟ ਦੀ ਮਹੱਤਤਾ ਬਾਰੇ ਜਾਗਰੂਕ ਅਤੇ ਪ੍ਰੇਰਿਤ ਕੀਤਾ ਜਾ ਰਿਹਾ ਹੈ। ਜ਼ਿਲ੍ਹਾ ਚੋਣ ਅਫ਼ਸਰ ਨੇ ਦੱਸਿਆ ਕਿ ਨੌਜਵਾਨ ਵੋਟਰਾਂ ਨੂੰ ਜਾਗਰੂਕ ਕਰਨ ਲਈ ਕਾਲਜਾਂ ਅਤੇ ਸਕੂਲਾਂ ਵਿੱਚ ਵਿਸ਼ੇਸ਼ ਮੁਹਿੰਮ ਚਲਾਈ ਜਾ ਰਹੀ ਹੈ ਅਤੇ ਦਿਵਿਆਂਗ ਅਤੇ ਬਜ਼ੁਰਗ ਵੋਟਰਾਂ ਲਈ ਵਿਸ਼ੇਸ਼ ਪ੍ਰਬੰਧ ਕੀਤੇ ਜਾ ਰਹੇ ਹਨ। bbox=[528, 1815, 762, 1929]
issue-date: ਐਤਵਾਰ, 21 ਅਪ੍ਰੈਲ 2024 bbox=[1235, 91, 1394, 107]
story-body-col3: ਕਿ ਉਹ ਇਸ ਸਮਾਗਮ ਵਿੱਚ ਸ਼ਾਮਿਲ ਹੋ ਕੇ ਸਤਿਗੁਰਾਂ ਦੀਆਂ ਅਪਾਰ ਬਖਸ਼ਿਸ਼ਾਂ ਪ੍ਰਾਪਤ ਕਰਨ। ਗੁਰੂ ਕਾ ਲੰਗਰ ਅਤੁੱਟ ਵਰਤੇਗਾ। bbox=[522, 1695, 762, 1740]
story-symposium bbox=[48, 129, 762, 768]
headline: ਬਾਬਾ ਸਾਹਿਬ ਡਾਕਟਰ ਭੀਮ ਰਾਓ ਅੰਬੇਡਕਰ ਜੀ ਦੇ 133ਵੇਂ ਜਨਮ ਦਿਵਸ ਦੇ ਸੰਬੰਧ ਵਿੱਚ ਗੜ੍ਹਸ਼ੰਕਰ ਨੇੜੇ ਖਾਨਪੁਰ ਗੇਟ ਵਿਖੇ ਕ੍ਰਾਂਤੀਕਾਰੀ ਸਮਾਗਮ ਅੱਜ bbox=[773, 905, 1458, 963]
subheading: ਭੈਣ ਕਰੁਣਾਸ਼ੀਲ ਜੀ ਕਰਨਗੇ ਧਾਰਮਿਕ ਪ੍ਰਵਚਨ bbox=[773, 1066, 1012, 1118]
photo-audience bbox=[48, 209, 220, 479]
page-number: 2 bbox=[48, 63, 73, 105]
story-voting-awareness bbox=[48, 1748, 762, 2310]
dateline: ਐਸ ਏ ਐਸ ਨਗਰ, 20 ਅਪ੍ਰੈਲ (ਪੈਗਾਮ-ਏ-ਜਗਤ) bbox=[1152, 1836, 1350, 1849]
ad-name: ਸੰਤ ਬਾਬਾ ਮੱਖਣ ਸਿੰਘ ਜੀ bbox=[624, 1572, 724, 1585]
greeting-ad bbox=[585, 1449, 762, 1688]
story-body-col1: ਚੰਡੀਗੜ੍ਹ, 20 ਅਪ੍ਰੈਲ (ਪੈਗਾਮ-ਏ-ਜਗਤ) ਹਮਦਰਦੀ ਅਤੇ ਉਦਾਰਤਾ ਦੇ ਦਿਲੋਂ ਪ੍ਰਦਰਸ਼ਨ ਵਿੱਚ, ਮੋਗਾ, ਪੰਜਾਬ ਦੇ ਪਿੰਡ ਮੁਗਲਾਲ ਦੀ ਵਸਨੀਕ 24 ਸਾਲਾ ਨਿਰਮਲ ਕੌਰ ਦੇ ਪਰਿਵਾਰ ਨੇ, ਅੰਗਾਂ ਦੀ ਅਸਫਲਤਾ ਨਾਲ ਜੂਝ ਰਹੇ ਬਹੁਤ ਸਾਰੇ ਲੋਕਾਂ ਲਈ ਉਮੀਦ ਦੇ ਗਹਿਰੇ ਘਾਟੇ ਨੂੰ ਉਮੀਦ ਦੀ ਕਿਰਨ ਵਿੱਚ ਬਦਲ ਦਿੱਤਾ ਹੈ। PGIMER ਵਿਖੇ ਅੰਗ ਦਾਨ ਦੇ ਆਪਣੇ ਨਿਰਸਵਾਰਥ ਕਾਰਜ ਦੁਆਰਾ, ਉਸਨੇ ਚਾਰ ਵਿਅਕਤੀਆਂ ਦੇ ਜੀਵਨ ਨੂੰ ਬਦਲ ਦਿੱਤਾ ਹੈ, ਉਹਨਾਂ ਨੂੰ ਜੀਵਨ ਅਤੇ ਦ੍ਰਿਸ਼ਟੀ ਦਾ ਇੱਕ ਨਵਾਂ ਲੀਜ਼ ਪ੍ਰਦਾਨ ਕੀਤਾ ਹੈ। ਦੇ ਪ੍ਰਬੰਧਕਾਂ ਅਨੁਸਾਰ ਦਿਹਾਤੀ ਖੇਤਰ ਦੀ ਰਹਿਣ ਵਾਲੀ ਨਿਰਮਲ ਕੌਰ ਦਾ ਸਿਰ ਦੀ ਗੰਭੀਰ ਸੱਟ ਲੱਗਣ ਉਪਰੰਤ ਇਲਾਜ ਚੱਲ ਰਿਹਾ ਸੀ। ਬਦਕਿਸਮਤੀ ਨਾਲ, ਉਸਦੇ ਪਰਿਵਾਰ ਅਤੇ ਦੇਖਭਾਲ ਕਰਨ ਵਾਲਿਆਂ ਦੀਆਂ ਅਣਥੱਕ ਕੋਸ਼ਿਸ਼ਾਂ ਦੇ ਬਾਵਜੂਦ ਉਸਨੂੰ ਬ੍ਰੇਨ ਡੈੱਡ ਘੋਸ਼ਿਤ ਕਰ ਦਿੱਤਾ ਗਿਆ। bbox=[773, 241, 1004, 474]
torch-logo bbox=[1409, 48, 1475, 114]
photo-official bbox=[288, 1813, 519, 2074]
story-religious-event bbox=[48, 1449, 762, 1742]
